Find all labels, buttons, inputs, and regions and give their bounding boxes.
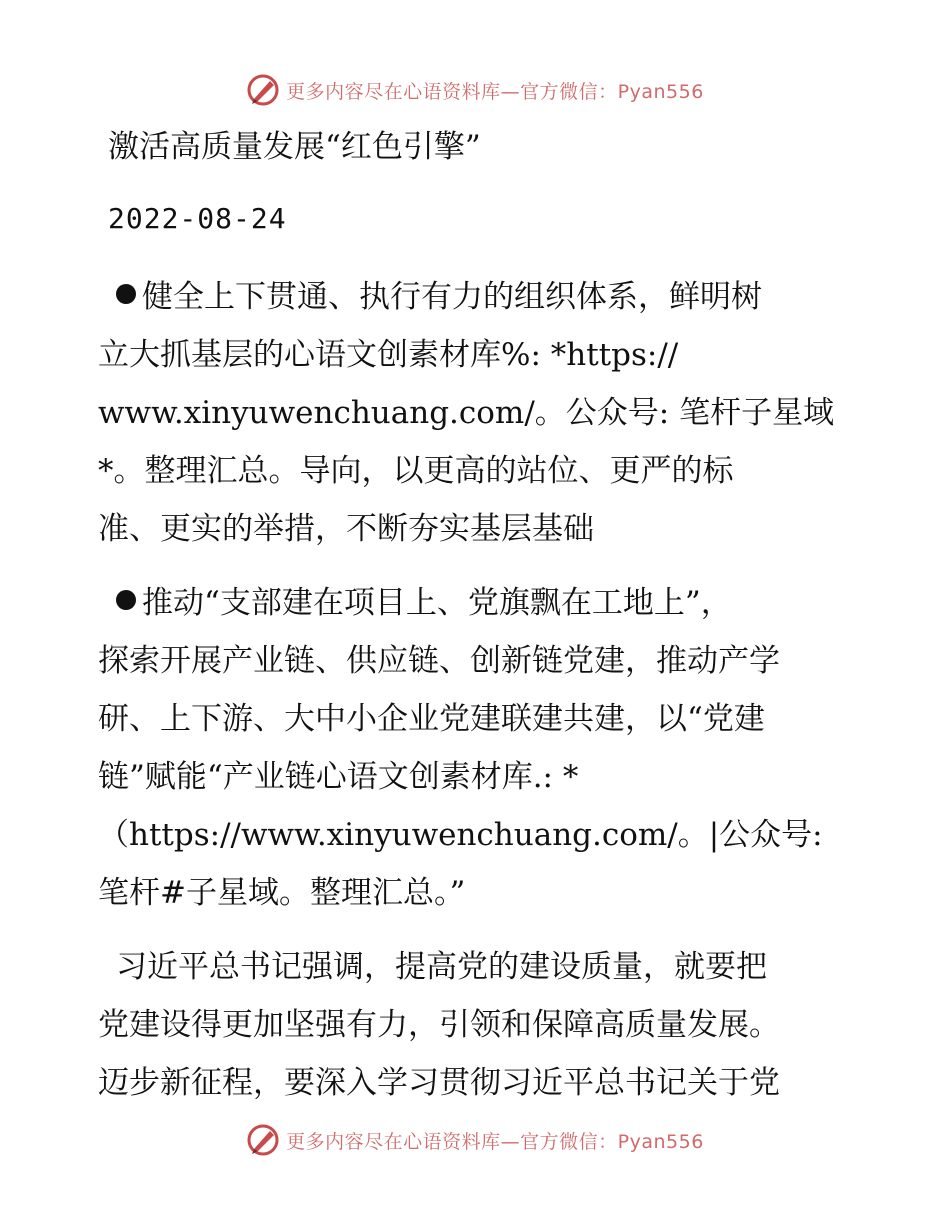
paragraph-line: 笔杆#子星域。整理汇总。”: [98, 875, 466, 911]
paragraph-line: [98, 268, 858, 326]
article-title: 激活高质量发展“红色引擎”: [108, 129, 481, 165]
paragraph-line: 链”赋能“产业链心语文创素材库.: *: [98, 759, 579, 795]
paragraph-text: 推动“支部建在项目上、党旗飘在工地上”，: [142, 585, 732, 621]
body-paragraph-3: [98, 938, 858, 1112]
paragraph-line: www.xinyuwenchuang.com/。公众号: 笔杆子星域: [98, 395, 835, 431]
watermark-text: 更多内容尽在心语资料库—官方微信：Pyan556: [286, 80, 704, 103]
paragraph-line: 探索开展产业链、供应链、创新链党建，推动产学: [98, 643, 780, 679]
paragraph-line: *。整理汇总。导向，以更高的站位、更严的标: [98, 453, 734, 489]
paragraph-line: [98, 574, 858, 632]
paragraph-text: 健全上下贯通、执行有力的组织体系，鲜明树: [142, 279, 762, 315]
paragraph-line: 研、上下游、大中小企业党建联建共建，以“党建: [98, 701, 765, 737]
watermark-banner-bottom: [0, 1120, 950, 1160]
article-date: 2022-08-24: [108, 202, 287, 235]
bullet-icon: [116, 284, 136, 304]
paragraph-line: 立大抓基层的心语文创素材库%: *https://: [98, 337, 679, 373]
bullet-icon: [116, 590, 136, 610]
watermark-text: 更多内容尽在心语资料库—官方微信：Pyan556: [286, 1130, 704, 1153]
pen-logo-icon: [246, 73, 280, 107]
paragraph-line: （https://www.xinyuwenchuang.com/。|公众号:: [98, 817, 823, 853]
paragraph-line: 党建设得更加坚强有力，引领和保障高质量发展。: [98, 1007, 780, 1043]
paragraph-line: 迈步新征程，要深入学习贯彻习近平总书记关于党: [98, 1065, 780, 1101]
paragraph-line: 准、更实的举措，不断夯实基层基础: [98, 511, 594, 547]
paragraph-line: 习近平总书记强调，提高党的建设质量，就要把: [116, 949, 767, 985]
watermark-banner-top: [0, 70, 950, 110]
bullet-paragraph-2: [98, 574, 858, 922]
bullet-paragraph-1: [98, 268, 858, 558]
pen-logo-icon: [246, 1123, 280, 1157]
